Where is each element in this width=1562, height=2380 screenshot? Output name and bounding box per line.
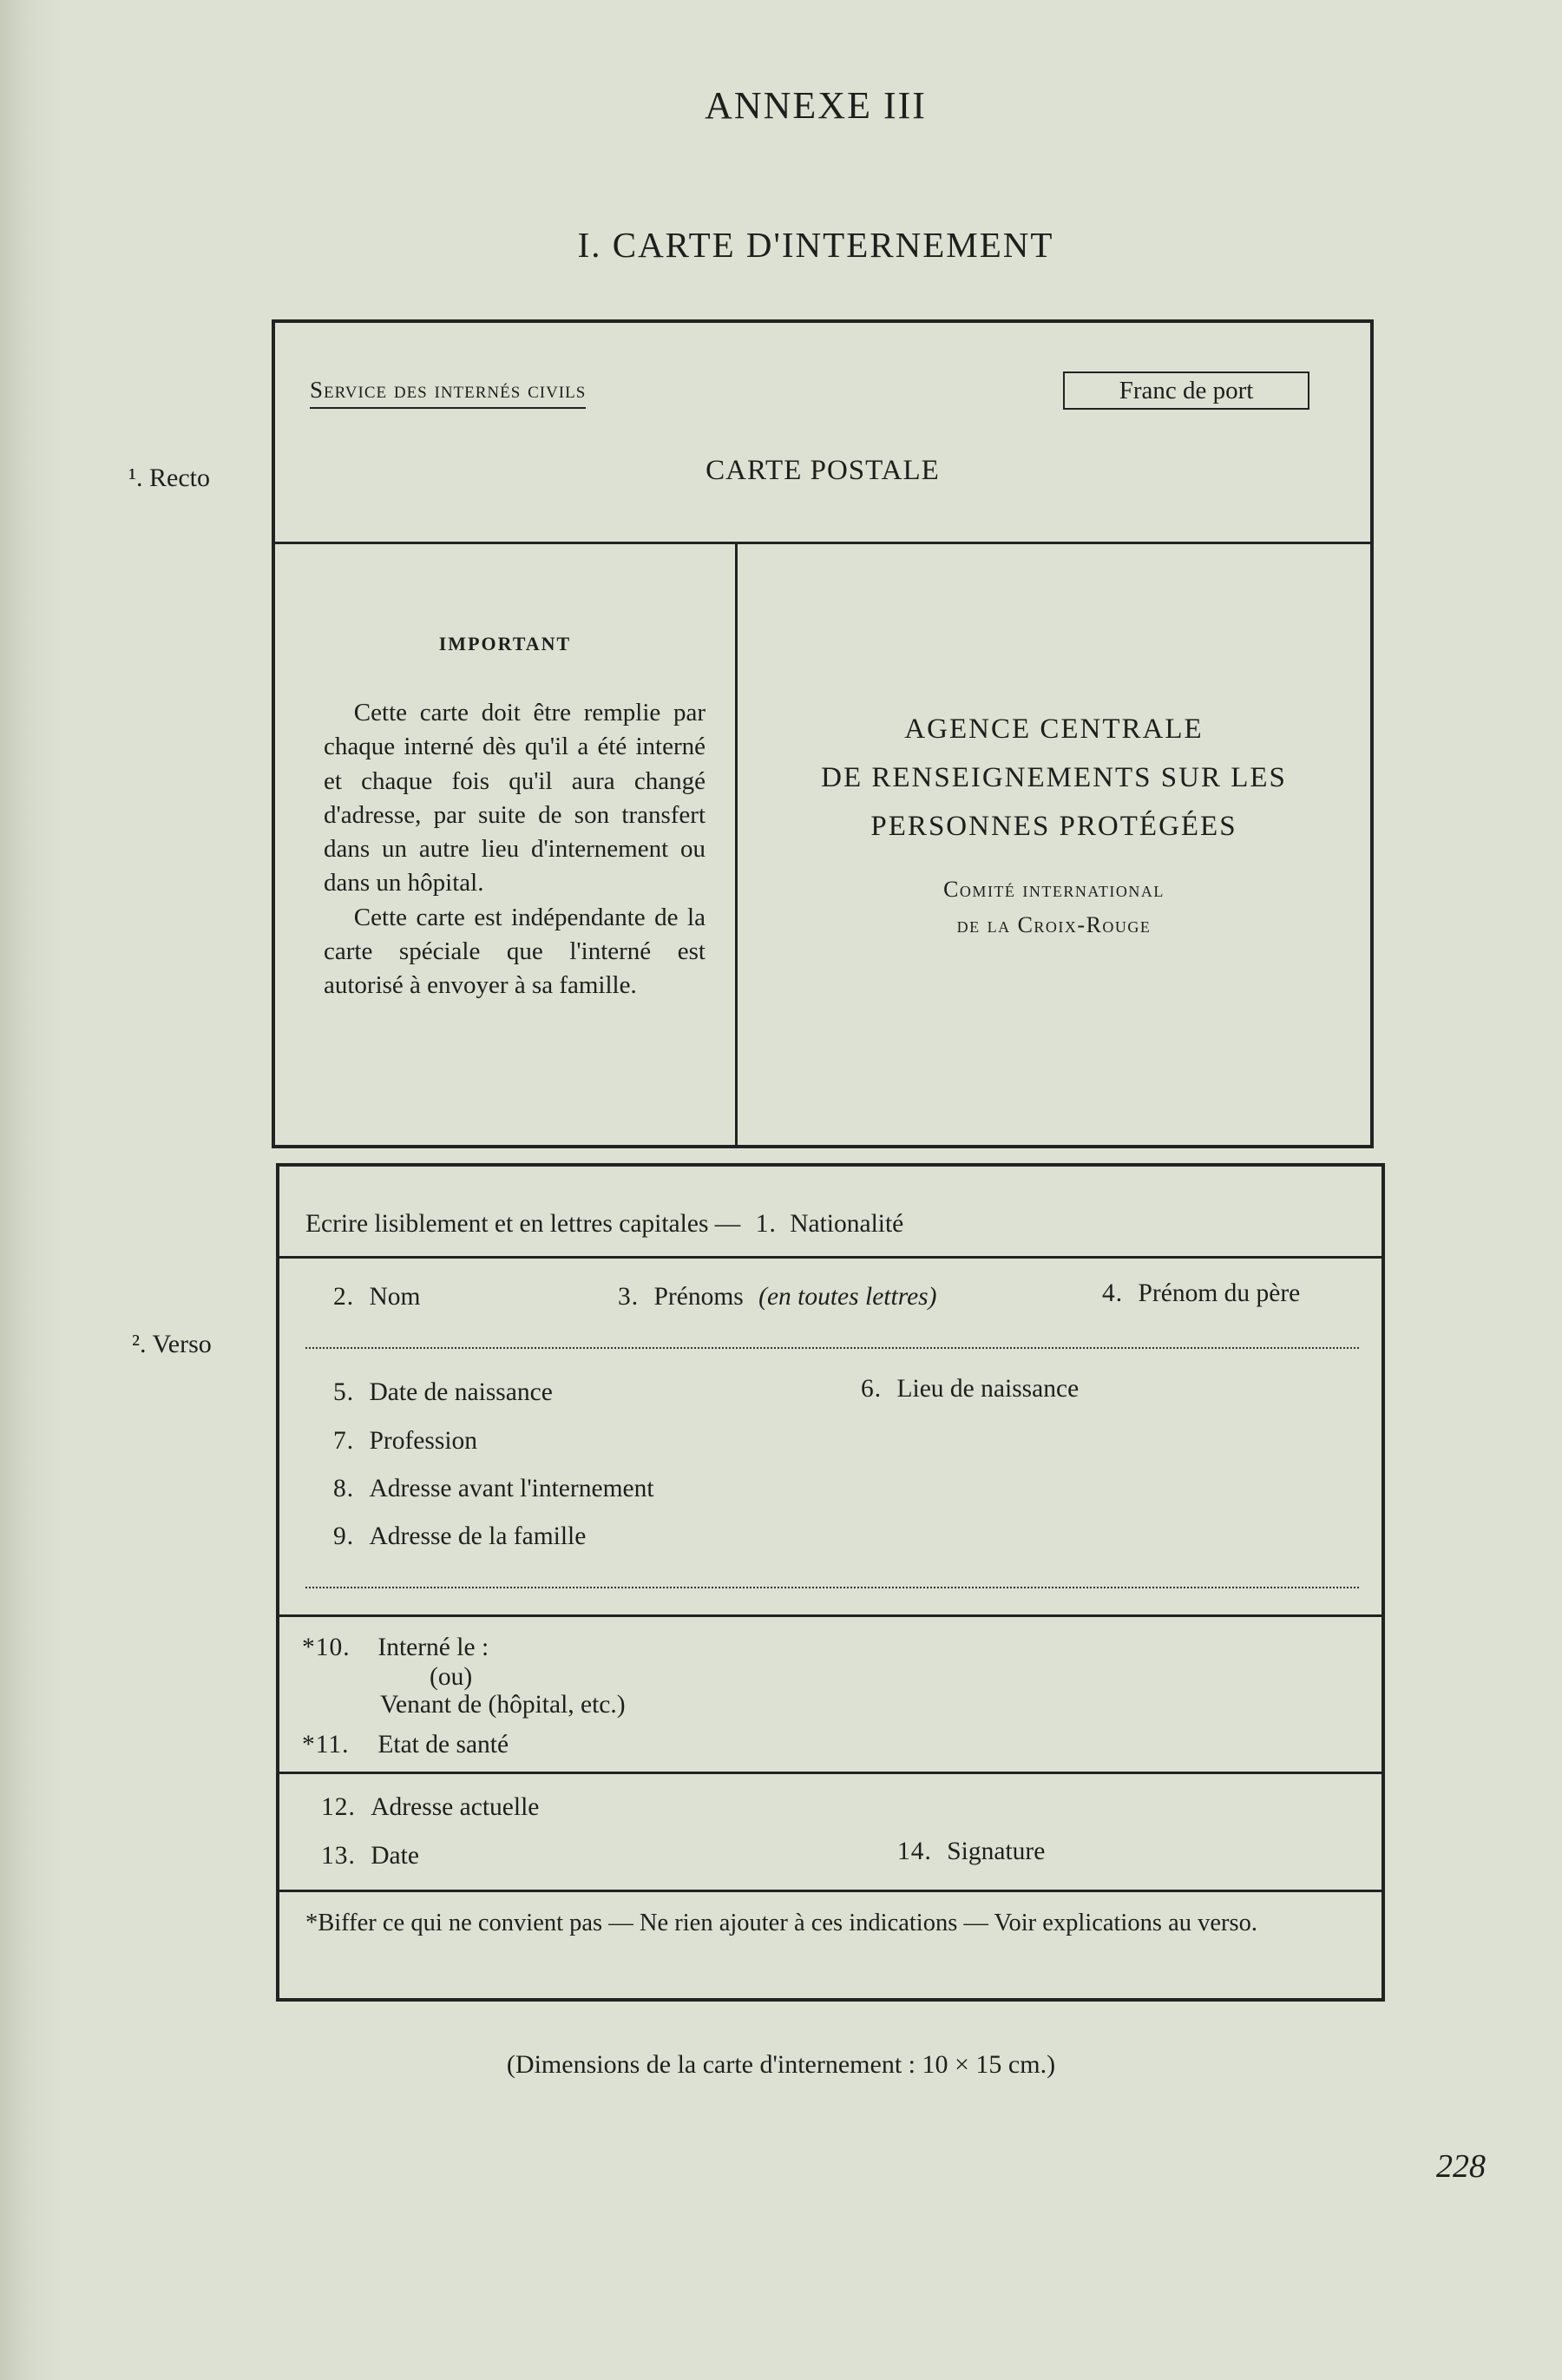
field-10 xyxy=(302,1634,489,1662)
dotted-line xyxy=(305,1347,1359,1349)
field-3-number: 3. xyxy=(618,1283,640,1311)
field-11 xyxy=(302,1731,509,1759)
field-14-number: 14. xyxy=(897,1838,932,1865)
field-11-number: *11. xyxy=(302,1731,350,1759)
verso-label: ². Verso xyxy=(132,1330,212,1358)
agency-line-3: PERSONNES PROTÉGÉES xyxy=(870,811,1237,842)
field-1-nationality: Nationalité xyxy=(790,1210,904,1238)
dotted-line xyxy=(305,1587,1359,1588)
field-13-number: 13. xyxy=(321,1842,356,1870)
important-paragraph-1: Cette carte doit être remplie par chaque interné dès qu'il a été interné et chaque fois qu'il aura changé d'adresse, par suite de son transfert dans un autre lieu d'internement ou dans un hôpital. xyxy=(324,699,706,897)
field-13 xyxy=(321,1842,419,1870)
verso-footnote: *Biffer ce qui ne convient pas — Ne rien ajouter à ces indications — Voir explications au verso. xyxy=(305,1910,1257,1936)
postcard-title: CARTE POSTALE xyxy=(706,455,940,486)
field-10-interned-on: Interné le : xyxy=(377,1634,489,1661)
field-4 xyxy=(1102,1279,1300,1308)
field-10-or: (ou) xyxy=(430,1663,473,1691)
service-label: Service des internés civils xyxy=(310,377,586,409)
recto-card xyxy=(272,319,1374,1148)
verso-divider xyxy=(279,1256,1382,1259)
book-spine-shadow xyxy=(0,0,61,2380)
important-text xyxy=(324,696,706,1003)
annex-title: ANNEXE III xyxy=(705,84,927,127)
recto-divider xyxy=(275,542,1370,544)
field-12-number: 12. xyxy=(321,1793,356,1821)
postage-box: Franc de port xyxy=(1063,371,1309,410)
field-6-number: 6. xyxy=(861,1375,883,1403)
verso-divider xyxy=(279,1772,1382,1774)
field-5 xyxy=(333,1378,553,1407)
field-10-number: *10. xyxy=(302,1634,351,1661)
field-7-number: 7. xyxy=(333,1427,355,1455)
agency-line-1: AGENCE CENTRALE xyxy=(904,713,1204,745)
page-number: 228 xyxy=(1436,2148,1486,2185)
field-7 xyxy=(333,1427,477,1456)
card-dimensions-caption: (Dimensions de la carte d'internement : 10 × 15 cm.) xyxy=(506,2050,1056,2079)
important-paragraph-2: Cette carte est indépendante de la carte spéciale que l'interné est autorisé à envoyer à sa famille. xyxy=(324,903,706,1000)
instruction-text: Ecrire lisiblement et en lettres capitales — xyxy=(305,1210,741,1238)
field-5-birth-date: Date de naissance xyxy=(369,1378,553,1406)
field-10-coming-from: Venant de (hôpital, etc.) xyxy=(380,1691,626,1719)
field-9-number: 9. xyxy=(333,1522,355,1550)
field-2-number: 2. xyxy=(333,1283,355,1311)
field-8 xyxy=(333,1475,654,1503)
field-2 xyxy=(333,1283,421,1312)
recto-label: ¹. Recto xyxy=(128,464,210,492)
field-14-signature: Signature xyxy=(947,1838,1046,1865)
field-4-number: 4. xyxy=(1102,1279,1124,1307)
field-6 xyxy=(861,1375,1079,1404)
field-12-current-address: Adresse actuelle xyxy=(371,1793,540,1821)
verso-card xyxy=(276,1163,1385,2002)
field-7-profession: Profession xyxy=(369,1427,478,1455)
field-3-note: (en toutes lettres) xyxy=(758,1283,937,1311)
field-3-first-names: Prénoms xyxy=(653,1283,744,1311)
field-1-number: 1. xyxy=(755,1210,777,1238)
field-2-name: Nom xyxy=(369,1283,421,1311)
committee-name xyxy=(738,871,1370,943)
verso-divider xyxy=(279,1890,1382,1892)
field-14 xyxy=(897,1838,1045,1866)
field-6-birth-place: Lieu de naissance xyxy=(896,1375,1080,1403)
committee-line-2: de la Croix-Rouge xyxy=(956,912,1152,937)
field-4-fathers-name: Prénom du père xyxy=(1138,1279,1301,1307)
field-8-number: 8. xyxy=(333,1475,355,1502)
field-11-health: Etat de santé xyxy=(377,1731,509,1759)
field-12 xyxy=(321,1793,539,1822)
field-5-number: 5. xyxy=(333,1378,355,1406)
committee-line-1: Comité international xyxy=(943,877,1165,902)
field-9 xyxy=(333,1522,586,1551)
section-title: I. CARTE D'INTERNEMENT xyxy=(577,225,1054,265)
verso-instruction-row xyxy=(305,1210,903,1239)
important-heading: IMPORTANT xyxy=(438,633,572,654)
field-8-previous-address: Adresse avant l'internement xyxy=(369,1475,654,1502)
field-3 xyxy=(618,1283,936,1312)
agency-address xyxy=(738,705,1370,851)
verso-divider xyxy=(279,1614,1382,1617)
agency-line-2: DE RENSEIGNEMENTS SUR LES xyxy=(821,762,1287,793)
field-13-date: Date xyxy=(371,1842,419,1870)
field-9-family-address: Adresse de la famille xyxy=(369,1522,587,1550)
